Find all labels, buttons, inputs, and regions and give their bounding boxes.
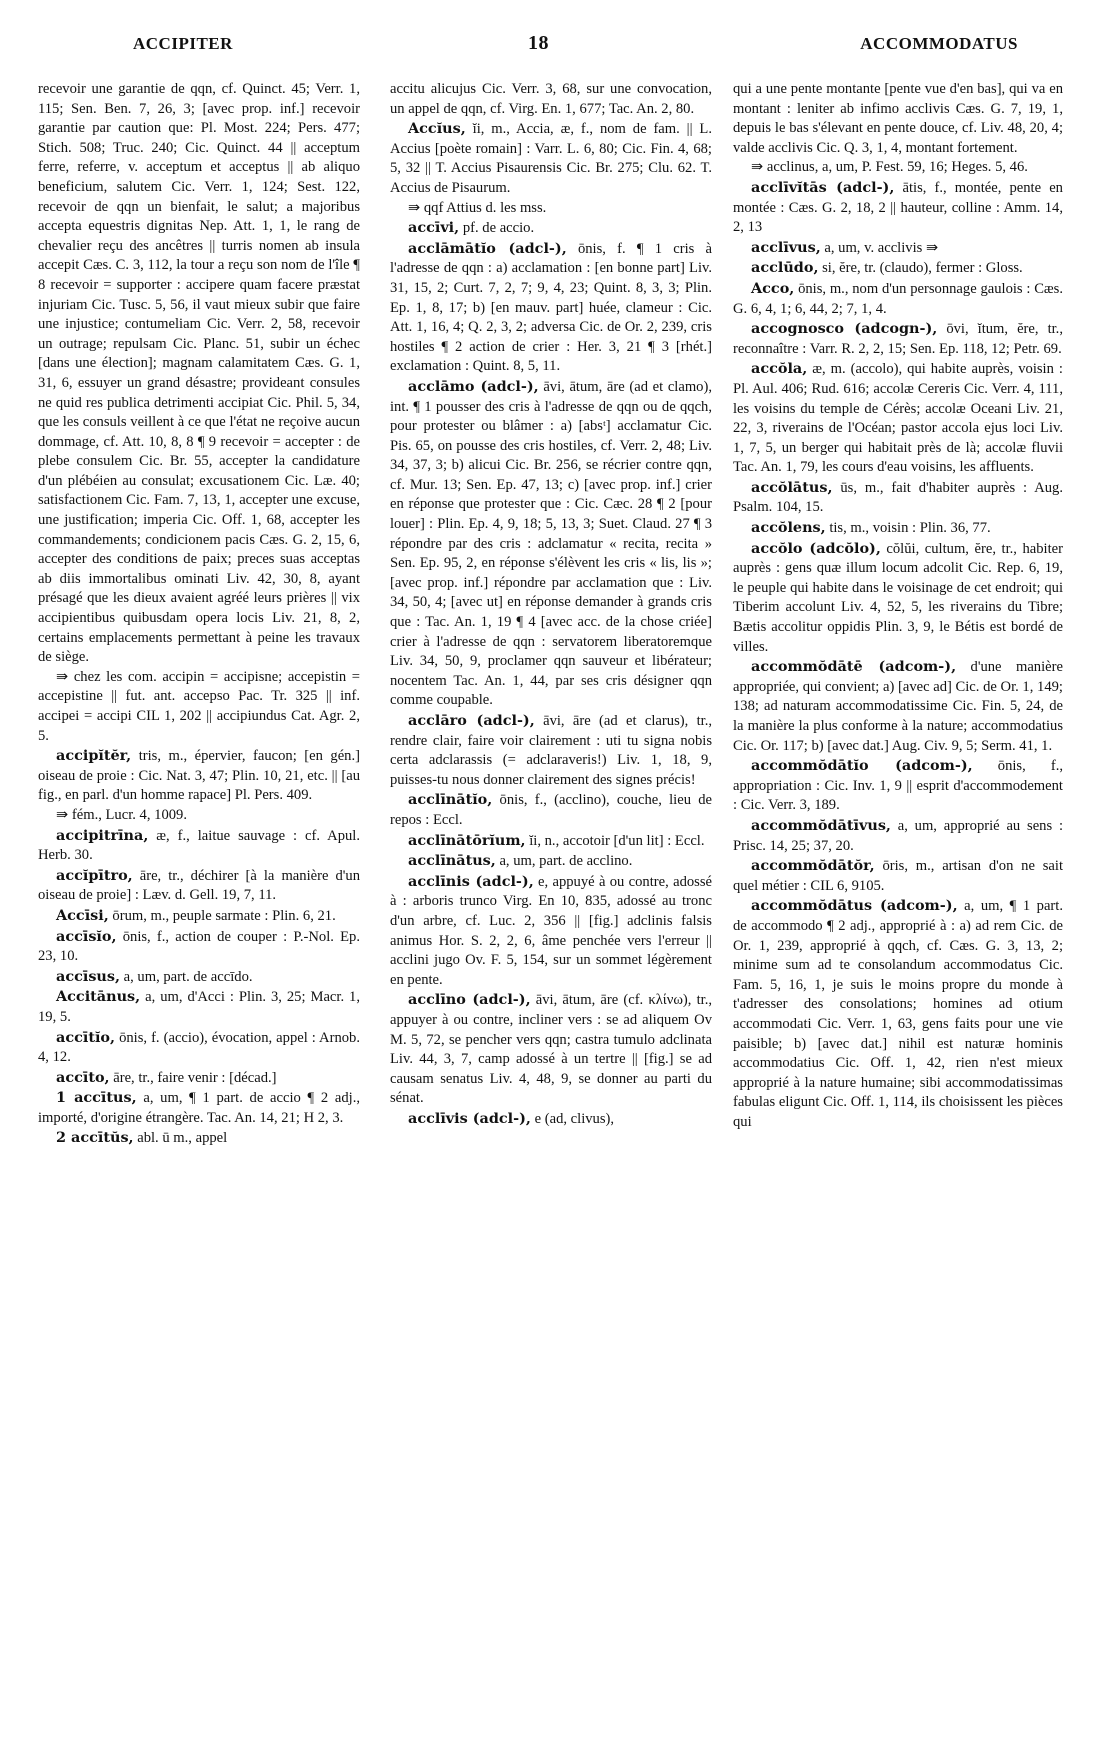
entry-text: ĭi, m., Accia, æ, f., nom de fam. || L. Accius [poète romain] : Varr. L. 6, 80; Cic. Fin. 4, 68; 5, 32 || T. Accius Pisaurensis Cic. Br. 275; Clu. 62. T. Accius de Pisaurum. [390,121,712,196]
entry-text: ōris, m., artisan d'on ne sait quel métier : CIL 6, 9105. [733,858,1063,894]
dictionary-entry [390,831,712,852]
dictionary-entry [733,816,1063,856]
dictionary-entry [390,990,712,1109]
entry-headword: acclīnātus, [408,852,496,870]
entry-headword: accītĭo, [56,1028,116,1046]
entry-text: tris, m., épervier, faucon; [en gén.] oiseau de proie : Cic. Nat. 3, 47; Plin. 10, 21, etc. || [au fig., en parl. d'un homme rapace] Pl. Pers. 409. [38,748,360,804]
entry-text: cŏlŭi, cultum, ĕre, tr., habiter auprès : gens quæ illum locum adcolit Cic. Rep. 6, 19, le peuple qui habite dans le voisinage de cet endroit; qui Tiberim accolunt Liv. 4, 52, 5, les riverains du Tibre; Bætis accolitur oppidis Plin. 3, 9, le Bétis est bordé de villes. [733,540,1063,655]
dictionary-entry [733,158,1063,178]
dictionary-entry [733,756,1063,816]
entry-headword: Acco, [751,279,795,297]
entry-headword: acclāro (adcl-), [408,712,535,729]
entry-text: si, ĕre, tr. (claudo), fermer : Gloss. [822,260,1023,277]
entry-text: ⇛ fém., Lucr. 4, 1009. [56,806,187,823]
entry-headword: acclīvĭtās (adcl-), [751,178,895,196]
dictionary-entry [390,851,712,872]
entry-headword: accīsĭo, [56,927,117,945]
entry-text: pf. de accio. [462,220,535,237]
entry-text: ōrum, m., peuple sarmate : Plin. 6, 21. [112,907,336,924]
dictionary-entry [38,80,360,668]
dictionary-entry [38,1088,360,1128]
entry-headword: accommŏdātŏr, [751,857,875,875]
entry-text: ōnis, f. (accio), évocation, appel : Arnob. 4, 12. [38,1029,360,1066]
entry-headword: 1 accītus, [56,1089,137,1107]
entry-text: æ, f., laitue sauvage : cf. Apul. Herb. 30. [38,827,360,864]
entry-text: qui a une pente montante [pente vue d'en bas], qui va en montant : leniter ab infimo acclivis Cæs. G. 7, 19, 1, depuis le bas s'élevant en pente douce, cf. Liv. 48, 20, 4; valde acclivis Cic. Q. 3, 1, 4, montant fortement. [733,81,1063,156]
entry-text: ōnis, f. ¶ 1 cris à l'adresse de qqn : a) acclamation : [en bonne part] Liv. 31, 15, 2; Curt. 7, 2, 7; 9, 4, 23; Quint. 8, 3, 3; Plin. Ep. 1, 8, 17; b) [en mauv. part] huée, clameur : Cic. Att. 1, 16, 4; Q. 2, 3, 2; adversa Cic. de Or. 2, 239, cris hostiles ¶ 2 action de crier : Her. 3, 21 ¶ 3 [rhét.] exclamation : Quint. 8, 5, 11. [390,240,712,375]
entry-text: āvi, ātum, āre (ad et clamo), int. ¶ 1 pousser des cris à l'adresse de qqn ou de qqch, pour protester ou blâmer : a) [absᵗ] acclamatur Cic. Pis. 65, on pousse des cris hostiles, cf. Verr. 2, 48; Liv. 34, 37, 3; b) alicui Cic. Br. 256, se récrier contre qqn, cf. Mur. 13; Sen. Ep. 47, 13; c) [avec prop. inf.] crier en réponse que protester que : Cic. Cæc. 28 ¶ 2 [pour louer] : Plin. Ep. 4, 9, 18; 5, 13, 3; Suet. Claud. 27 ¶ 3 répondre par des cris : adclamatur « recita, recita » Sen. Ep. 95, 2, en réponse s'élèvent les cris « lis, lis »; [avec prop. inf.] répondre par acclamation que : Liv. 34, 50, 4; [avec ut] en réponse demander à grands cris que : Tac. An. 1, 19 ¶ 4 [avec acc. de la chose criée] crier à l'adresse de qqn : servatorem liberatoremque Liv. 34, 50, 9, proclamer qqn sauveur et libérateur; nocentem Tac. An. 1, 44, par ses cris désigner qqn comme coupable. [390,378,712,709]
dictionary-entry [390,119,712,198]
dictionary-entry [38,668,360,746]
dictionary-entry [733,478,1063,518]
entry-headword: acclūdo, [751,259,819,277]
dictionary-entry [733,279,1063,319]
dictionary-entry [390,872,712,991]
entry-text: abl. ū m., appel [137,1130,228,1147]
entry-text: recevoir une garantie de qqn, cf. Quinct. 45; Verr. 1, 115; Sen. Ben. 7, 26, 3; [avec prop. inf.] recevoir garantie par caution que: Pl. Most. 224; Pers. 477; Stich. 508; Truc. 240; Cic. Quinct. 44 || acceptum ferre, referre, v. acceptum et acceptus || ab aliquo beneficium, salutem Cic. Verr. 1, 124; Sest. 122, recevoir de qqn un bienfait, le salut; a majoribus accepta equestris dignitas Nep. Att. 1, 1, le rang de chevalier reçu des ancêtres || turris nomen ab insula accepit Cæs. C. 3, 112, la tour a reçu son nom de l'île ¶ 8 recevoir = supporter : accipere quam facere præstat injuriam Cic. Tusc. 5, 56, il vaut mieux subir que faire une injustice; contumeliam Cic. Verr. 2, 58, recevoir un outrage; repulsam Cic. Planc. 51, subir un échec [dans une élection]; magnam calamitatem Cæs. G. 1, 31, 6, essuyer un grand désastre; provideant consules ne quid res publica detrimenti accipiat Cic. Phil. 5, 34, que les consuls veillent à ce que l'état ne reçoive aucun dommage, cf. Att. 10, 8, 8 ¶ 9 recevoir = accepter : de plebe consulem Cic. Br. 55, accepter la candidature d'un plébéien au consulat; excusationem Cic. Læ. 40; satisfactionem Cic. Fam. 7, 13, 1, accepter une excuse, une justification; imperia Cic. Off. 1, 68, accepter les commandements; condicionem pacis Cæs. G. 2, 15, 6, accepter des conditions de paix; preces suas acceptas ab diis immortalibus ominati Liv. 42, 30, 8, ayant présagé que les dieux avaient agréé leurs prières || vix accipientibus quibusdam opera locis Liv. 21, 8, 2, certains emplacements permettant à peine les travaux de siège. [38,81,360,666]
entry-text: d'une manière appropriée, qui convient; a) [avec ad] Cic. de Or. 1, 149; 138; ad naturam accommodatissime Cic. Fin. 5, 24, de la manière la plus conforme à la nature; accommodatius Cic. Or. 117; b) [avec dat.] Aug. Civ. 9, 5; Serm. 41, 1. [733,659,1063,754]
entry-text: a, um, ¶ 1 part. de accio ¶ 2 adj., importé, d'origine étrangère. Tac. An. 14, 21; H 2, 3. [38,1090,360,1126]
dictionary-entry [390,239,712,377]
entry-text: ōvi, ĭtum, ĕre, tr., reconnaître : Varr. R. 2, 2, 15; Sen. Ep. 118, 12; Petr. 69. [733,321,1063,357]
dictionary-entry [390,1109,712,1130]
entry-text: ⇛ acclinus, a, um, P. Fest. 59, 16; Heges. 5, 46. [751,159,1028,176]
entry-headword: Accĭus, [408,120,466,138]
dictionary-entry [38,866,360,906]
entry-text: ⇛ chez les com. accipin = accipisne; accepistin = accepistine || fut. ant. accepso Pac. Tr. 325 || inf. accipei = accipi CIL 1, 202 || accipiundus Cat. Agr. 2, 5. [38,668,360,744]
entry-headword: accŏlo (adcŏlo), [751,539,881,557]
entry-headword: accīto, [56,1068,110,1086]
dictionary-entry [390,218,712,239]
entry-headword: accŏlātus, [751,478,833,496]
entry-headword: acclīnātĭo, [408,791,493,809]
entry-headword: acclāmo (adcl-), [408,377,539,395]
entry-headword: accommŏdātē (adcom-), [751,658,957,676]
column-1 [38,80,360,1725]
entry-headword: acclīnātōrĭum, [408,831,526,849]
dictionary-entry [733,518,1063,539]
entry-text: æ, m. (accolo), qui habite auprès, voisin : Pl. Aul. 406; Rud. 616; accolæ Cereris Cic. Verr. 4, 111, les voisins du temple de Cérès; accolæ Oceani Liv. 21, 22, 3, riverains de l'Océan; pastor accola ejus loci Liv. 1, 7, 5, un berger qui habitait près de là; accolæ fluvii Tac. An. 1, 79, les cours d'eau voisins, les affluents. [733,361,1063,476]
entry-text: ōnis, f., action de couper : P.-Nol. Ep. 23, 10. [38,928,360,965]
entry-headword: acclāmātĭo (adcl-), [408,239,567,257]
dictionary-entry [390,711,712,790]
entry-text: ūs, m., fait d'habiter auprès : Aug. Psalm. 104, 15. [733,479,1063,516]
dictionary-entry [733,539,1063,658]
dictionary-entry [38,1128,360,1149]
dictionary-entry [390,80,712,119]
entry-text: āre, tr., faire venir : [décad.] [113,1069,277,1086]
entry-headword: accommŏdātīvus, [751,816,891,834]
dictionary-entry [38,1068,360,1089]
entry-text: ōnis, m., nom d'un personnage gaulois : Cæs. G. 6, 4, 1; 6, 44, 2; 7, 1, 4. [733,280,1063,317]
running-head-left: ACCIPITER [133,34,233,53]
dictionary-entry [38,927,360,967]
entry-headword: accīvi, [408,219,460,237]
entry-text: a, um, part. de acclino. [499,853,633,870]
dictionary-entry [390,199,712,219]
dictionary-entry [38,987,360,1027]
entry-headword: Accīsi, [56,906,109,924]
entry-headword: Accitānus, [56,988,141,1006]
entry-text: ĭi, n., accotoir [d'un lit] : Eccl. [529,832,705,849]
entry-text: āre, tr., déchirer [à la manière d'un oiseau de proie] : Læv. d. Gell. 19, 7, 11. [38,867,360,904]
dictionary-entry [38,1028,360,1068]
column-2 [390,80,712,1725]
entry-headword: accipĭtĕr, [56,747,132,765]
entry-text: āvi, ātum, āre (cf. κλίνω), tr., appuyer à ou contre, incliner vers : se ad aliquem Ov M. 5, 72, se pencher vers qqn; castra tumulo adclinata Liv. 44, 3, 7, camp adossé à un tertre || [fig.] se ad causam senatus Liv. 4, 48, 9, se donner au parti du sénat. [390,992,712,1107]
dictionary-entry [38,746,360,806]
dictionary-entry [38,967,360,988]
dictionary-entry [733,896,1063,1132]
entry-text: ⇛ qqf Attius d. les mss. [408,199,547,216]
entry-text: accitu alicujus Cic. Verr. 3, 68, sur une convocation, un appel de qqn, cf. Virg. En. 1, 677; Tac. An. 2, 80. [390,81,712,117]
dictionary-entry [390,377,712,711]
running-head-right: ACCOMMODATUS [860,34,1018,53]
entry-text: āvi, āre (ad et clarus), tr., rendre clair, faire voir clairement : uti tu signa nobis certa adclarassis (= adclaraveris!) Liv. 1, 18, 9, puisses-tu nous donner clairement des signes précis! [390,713,712,788]
entry-headword: accommŏdātus (adcom-), [751,897,958,915]
page-header [38,34,1076,64]
entry-headword: accĭpītro, [56,866,133,884]
dictionary-entry [733,80,1063,158]
dictionary-entry [733,238,1063,259]
entry-headword: accipitrīna, [56,826,149,844]
entry-headword: 2 accītŭs, [56,1129,134,1147]
entry-headword: acclīnis (adcl-), [408,872,534,890]
dictionary-entry [733,359,1063,478]
dictionary-entry [38,826,360,866]
entry-text: a, um, part. de accīdo. [123,968,253,985]
entry-text: a, um, approprié au sens : Prisc. 14, 25; 37, 20. [733,817,1063,854]
entry-headword: acclīvus, [751,238,821,256]
entry-headword: acclīno (adcl-), [408,991,531,1009]
dictionary-entry [733,856,1063,896]
entry-text: a, um, v. acclivis ⇛ [824,239,939,256]
entry-headword: accŏlens, [751,519,826,537]
entry-text: ōnis, f., (acclino), couche, lieu de repos : Eccl. [390,792,712,828]
dictionary-entry [38,806,360,826]
entry-text: tis, m., voisin : Plin. 36, 77. [829,520,991,537]
entry-headword: accognosco (adcogn-), [751,320,938,338]
entry-headword: accŏla, [751,360,808,378]
dictionary-entry [733,178,1063,238]
dictionary-entry [390,790,712,830]
entry-text: ātis, f., montée, pente en montée : Cæs. G. 2, 18, 2 || hauteur, colline : Amm. 14, 2, 13 [733,179,1063,236]
entry-headword: accommŏdātĭo (adcom-), [751,757,973,775]
entry-text: e, appuyé à ou contre, adossé à : arboris trunco Virg. En 10, 835, adossé au tronc d'un arbre, cf. Luc. 2, 356 || [fig.] adclinis falsis animus Hor. S. 2, 2, 6, âme penchée vers l'erreur || acclini jugo Ov. F. 5, 154, sur un sommet légèrement en pente. [390,873,712,988]
dictionary-entry [733,657,1063,756]
entry-text: ōnis, f., appropriation : Cic. Inv. 1, 9 || esprit d'accommodement : Cic. Verr. 3, 189. [733,758,1063,814]
page-number: 18 [528,32,549,54]
entry-headword: accīsus, [56,967,120,985]
entry-text: a, um, ¶ 1 part. de accommodo ¶ 2 adj., approprié à : a) ad rem Cic. de Or. 1, 239, approprié à qqch, cf. Cæs. G. 3, 13, 2; minime sum ad te consolandum accommodatus Cic. Fam. 5, 16, 1, je suis le moins propre du monde à t'adresser des consolations; homines ad otium accommodati Cic. Verr. 1, 63, gens faits pour une vie paisible; b) [avec dat.] nihil est naturæ hominis accommodatius Cic. Off. 1, 42, rien n'est mieux approprié à la nature humaine; sibi accommodatissimas fabulas eligunt Cic. Off. 1, 114, ils choisissent les pièces qui [733,898,1063,1130]
column-3 [733,80,1063,1725]
dictionary-entry [733,319,1063,359]
dictionary-entry [733,258,1063,279]
entry-text: e (ad, clivus), [534,1110,615,1127]
entry-text: a, um, d'Acci : Plin. 3, 25; Macr. 1, 19, 5. [38,989,360,1025]
dictionary-entry [38,906,360,927]
entry-headword: acclīvis (adcl-), [408,1109,531,1127]
